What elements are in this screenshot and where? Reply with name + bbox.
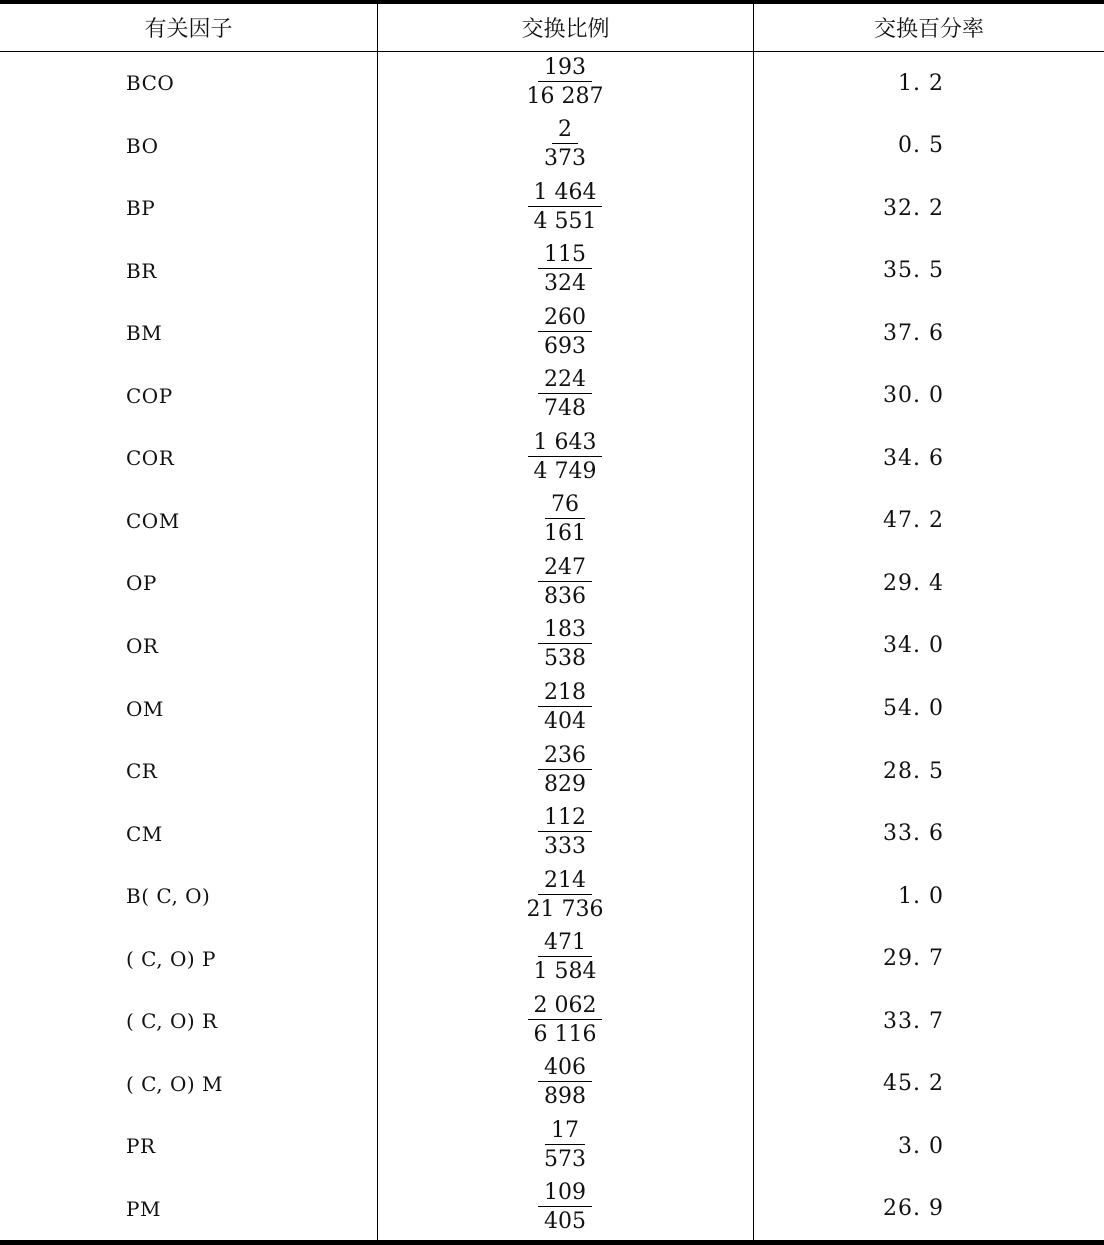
ratio-cell: [378, 1177, 752, 1240]
percent-cell: 0. 5: [898, 133, 944, 159]
ratio-cell: [378, 1052, 752, 1115]
factor-cell: BR: [126, 258, 157, 283]
percent-cell: 34. 6: [883, 445, 944, 471]
ratio-numerator: 247: [538, 555, 592, 582]
factor-cell: OM: [126, 696, 164, 721]
table-row: [0, 427, 1104, 490]
table-row: [0, 115, 1104, 178]
table-row: [0, 240, 1104, 303]
percent-cell: 29. 7: [883, 946, 944, 972]
ratio-numerator: 183: [538, 617, 592, 644]
ratio-cell: [378, 490, 752, 553]
table-row: [0, 615, 1104, 678]
ratio-denominator: 1 584: [533, 959, 597, 985]
ratio-numerator: 471: [538, 930, 592, 957]
ratio-denominator: 333: [544, 834, 586, 860]
ratio-denominator: 898: [544, 1084, 586, 1110]
header-factor: 有关因子: [144, 17, 233, 42]
table-row: [0, 365, 1104, 428]
ratio-cell: [378, 365, 752, 428]
ratio-cell: [378, 552, 752, 615]
ratio-cell: [378, 615, 752, 678]
ratio-numerator: 17: [545, 1118, 585, 1145]
factor-cell: B( C, O): [126, 884, 211, 909]
factor-cell: CM: [126, 821, 163, 846]
ratio-numerator: 260: [538, 305, 592, 332]
table-row: [0, 865, 1104, 928]
ratio-denominator: 4 749: [533, 458, 597, 484]
ratio-denominator: 693: [544, 333, 586, 359]
table-row: [0, 1115, 1104, 1178]
factor-cell: CR: [126, 759, 158, 784]
ratio-numerator: 214: [538, 868, 592, 895]
factor-cell: ( C, O) P: [126, 946, 216, 971]
table-row: [0, 177, 1104, 240]
table-bottom-rule: [0, 1240, 1104, 1245]
ratio-denominator: 573: [544, 1146, 586, 1172]
ratio-numerator: 224: [538, 367, 592, 394]
percent-cell: 45. 2: [883, 1071, 944, 1097]
table-row: [0, 740, 1104, 803]
table-body: [0, 52, 1104, 1240]
ratio-denominator: 6 116: [533, 1021, 597, 1047]
table-row: [0, 927, 1104, 990]
ratio-numerator: 193: [538, 55, 592, 82]
percent-cell: 34. 0: [883, 633, 944, 659]
ratio-cell: [378, 1115, 752, 1178]
table-row: [0, 802, 1104, 865]
ratio-denominator: 4 551: [533, 208, 597, 234]
factor-cell: COM: [126, 508, 180, 533]
factor-cell: ( C, O) R: [126, 1009, 218, 1034]
ratio-cell: [378, 865, 752, 928]
ratio-numerator: 236: [538, 743, 592, 770]
ratio-denominator: 404: [544, 709, 586, 734]
ratio-denominator: 538: [544, 646, 586, 672]
table-row: [0, 1052, 1104, 1115]
percent-cell: 54. 0: [883, 696, 944, 721]
table-row: [0, 552, 1104, 615]
percent-cell: 30. 0: [883, 383, 944, 409]
factor-cell: COR: [126, 446, 175, 471]
ratio-numerator: 2: [552, 117, 578, 144]
ratio-cell: [378, 115, 752, 178]
ratio-denominator: 829: [544, 771, 586, 797]
factor-cell: PM: [126, 1196, 161, 1221]
percent-cell: 29. 4: [883, 570, 944, 596]
ratio-denominator: 373: [544, 146, 586, 172]
factor-cell: COP: [126, 383, 173, 408]
factor-cell: BM: [126, 321, 163, 346]
header-percent: 交换百分率: [873, 17, 984, 42]
table-row: [0, 490, 1104, 553]
ratio-cell: [378, 427, 752, 490]
ratio-numerator: 2 062: [528, 993, 603, 1020]
percent-cell: 35. 5: [883, 258, 944, 284]
header-ratio: 交换比例: [521, 17, 610, 42]
factor-cell: ( C, O) M: [126, 1071, 223, 1096]
ratio-numerator: 218: [538, 680, 592, 707]
ratio-cell: [378, 240, 752, 303]
ratio-numerator: 1 464: [528, 180, 603, 207]
table-row: [0, 52, 1104, 115]
table-row: [0, 990, 1104, 1053]
percent-cell: 1. 0: [898, 883, 944, 909]
percent-cell: 28. 5: [883, 758, 944, 784]
ratio-cell: [378, 52, 752, 115]
percent-cell: 3. 0: [898, 1133, 944, 1159]
ratio-cell: [378, 927, 752, 990]
ratio-numerator: 112: [538, 805, 592, 832]
percent-cell: 47. 2: [883, 508, 944, 534]
factor-cell: BCO: [126, 71, 175, 96]
factor-cell: PR: [126, 1134, 156, 1159]
percent-cell: 32. 2: [883, 195, 944, 221]
percent-cell: 1. 2: [898, 70, 944, 96]
ratio-cell: [378, 177, 752, 240]
ratio-numerator: 1 643: [528, 430, 603, 457]
ratio-numerator: 76: [545, 492, 585, 519]
percent-cell: 26. 9: [883, 1196, 944, 1222]
factor-cell: BP: [126, 196, 156, 221]
factor-cell: OP: [126, 571, 157, 596]
ratio-numerator: 115: [538, 242, 592, 269]
ratio-cell: [378, 302, 752, 365]
ratio-denominator: 836: [544, 583, 586, 609]
percent-cell: 37. 6: [883, 320, 944, 346]
ratio-cell: [378, 990, 752, 1053]
ratio-cell: [378, 740, 752, 803]
table-row: [0, 677, 1104, 740]
ratio-denominator: 16 287: [526, 83, 604, 109]
ratio-cell: [378, 677, 752, 740]
table-row: [0, 302, 1104, 365]
ratio-cell: [378, 802, 752, 865]
percent-cell: 33. 6: [883, 821, 944, 847]
ratio-numerator: 109: [538, 1180, 592, 1207]
percent-cell: 33. 7: [883, 1008, 944, 1034]
ratio-denominator: 748: [544, 396, 586, 422]
factor-cell: OR: [126, 633, 159, 658]
ratio-denominator: 405: [544, 1209, 586, 1235]
ratio-numerator: 406: [538, 1055, 592, 1082]
table-row: [0, 1177, 1104, 1240]
factor-cell: BO: [126, 133, 159, 158]
ratio-denominator: 21 736: [526, 896, 604, 922]
ratio-denominator: 324: [544, 271, 586, 297]
ratio-denominator: 161: [544, 521, 586, 547]
